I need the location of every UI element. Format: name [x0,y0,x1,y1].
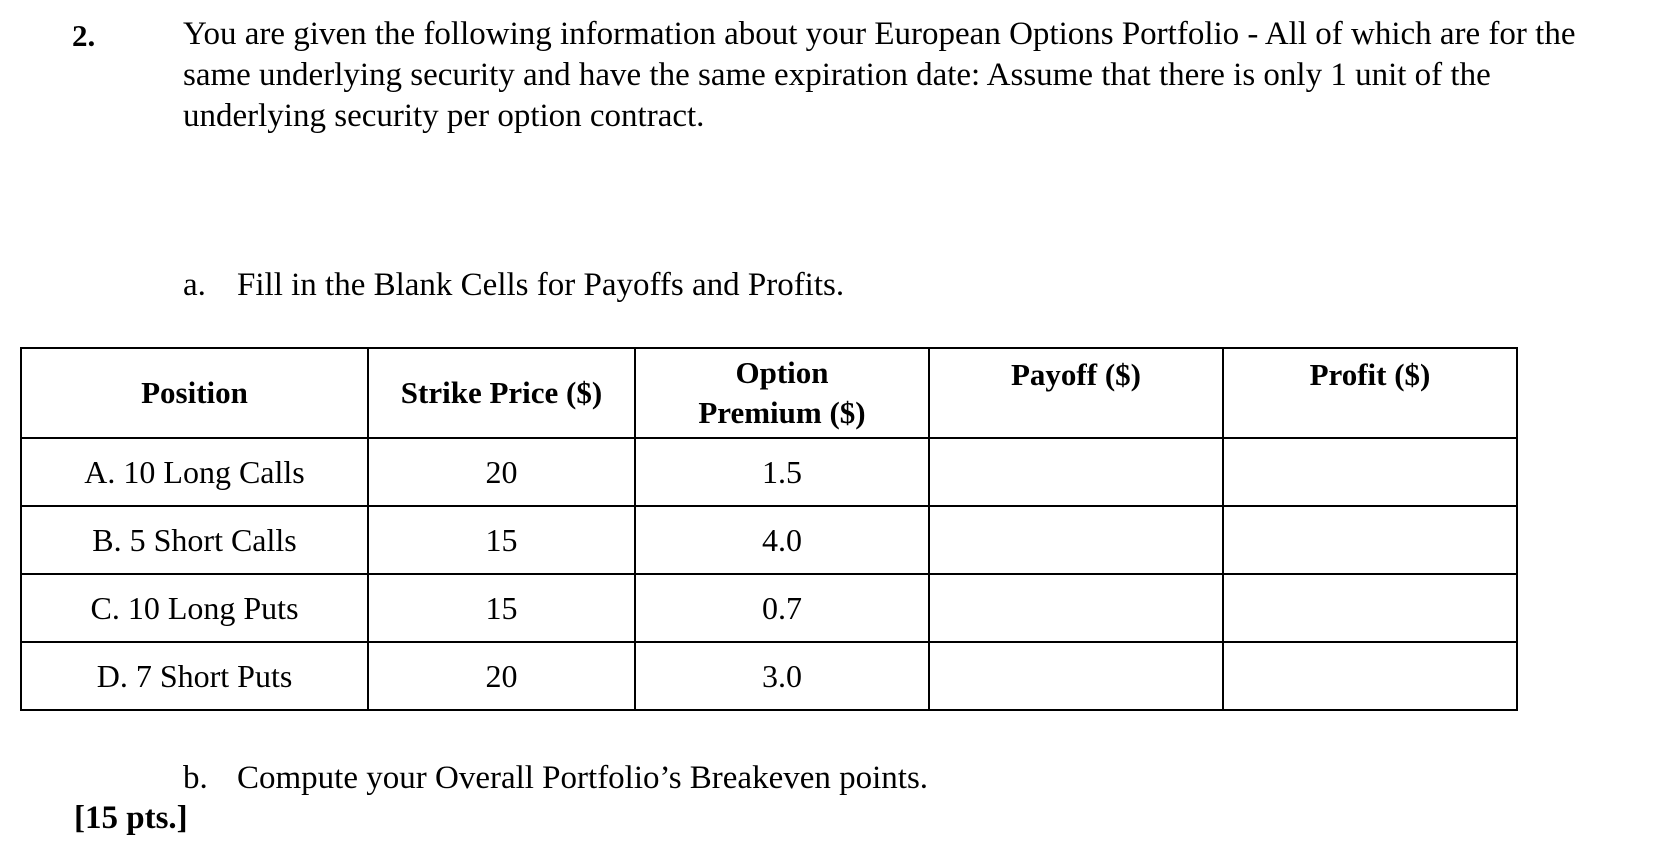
cell-payoff-blank[interactable] [929,438,1223,506]
table-header-row [21,348,1517,438]
cell-strike-price: 15 [368,574,635,642]
part-b [183,758,928,798]
options-portfolio-table [20,347,1518,711]
header-option-premium-line2: Premium ($) [698,395,866,430]
cell-option-premium: 4.0 [635,506,929,574]
header-strike-price: Strike Price ($) [368,348,635,438]
question-number: 2. [72,18,96,53]
header-position: Position [21,348,368,438]
cell-strike-price: 20 [368,642,635,710]
cell-option-premium: 1.5 [635,438,929,506]
cell-position: C. 10 Long Puts [21,574,368,642]
cell-option-premium: 3.0 [635,642,929,710]
table-row [21,574,1517,642]
part-a-text: Fill in the Blank Cells for Payoffs and Profits. [237,267,845,303]
cell-profit-blank[interactable] [1223,506,1517,574]
table-row [21,642,1517,710]
part-b-text: Compute your Overall Portfolio’s Breakeven points. [237,760,929,796]
cell-position: D. 7 Short Puts [21,642,368,710]
points-label: [15 pts.] [74,800,188,836]
cell-profit-blank[interactable] [1223,642,1517,710]
cell-payoff-blank[interactable] [929,574,1223,642]
table-row [21,438,1517,506]
part-a-letter: a. [183,267,206,303]
cell-profit-blank[interactable] [1223,438,1517,506]
question-text: You are given the following information about your European Options Portfolio - All of which are for the same underlying security and have the same expiration date: Assume that there is only 1 unit of the underlying security per option contract. [183,16,1576,134]
cell-strike-price: 20 [368,438,635,506]
header-payoff: Payoff ($) [929,348,1223,438]
cell-strike-price: 15 [368,506,635,574]
part-a [183,265,844,305]
cell-position: B. 5 Short Calls [21,506,368,574]
header-option-premium-line1: Option [735,355,829,390]
part-b-letter: b. [183,760,208,796]
cell-payoff-blank[interactable] [929,642,1223,710]
table-row [21,506,1517,574]
cell-profit-blank[interactable] [1223,574,1517,642]
cell-option-premium: 0.7 [635,574,929,642]
header-profit: Profit ($) [1223,348,1517,438]
cell-payoff-blank[interactable] [929,506,1223,574]
cell-position: A. 10 Long Calls [21,438,368,506]
header-option-premium [635,348,929,438]
